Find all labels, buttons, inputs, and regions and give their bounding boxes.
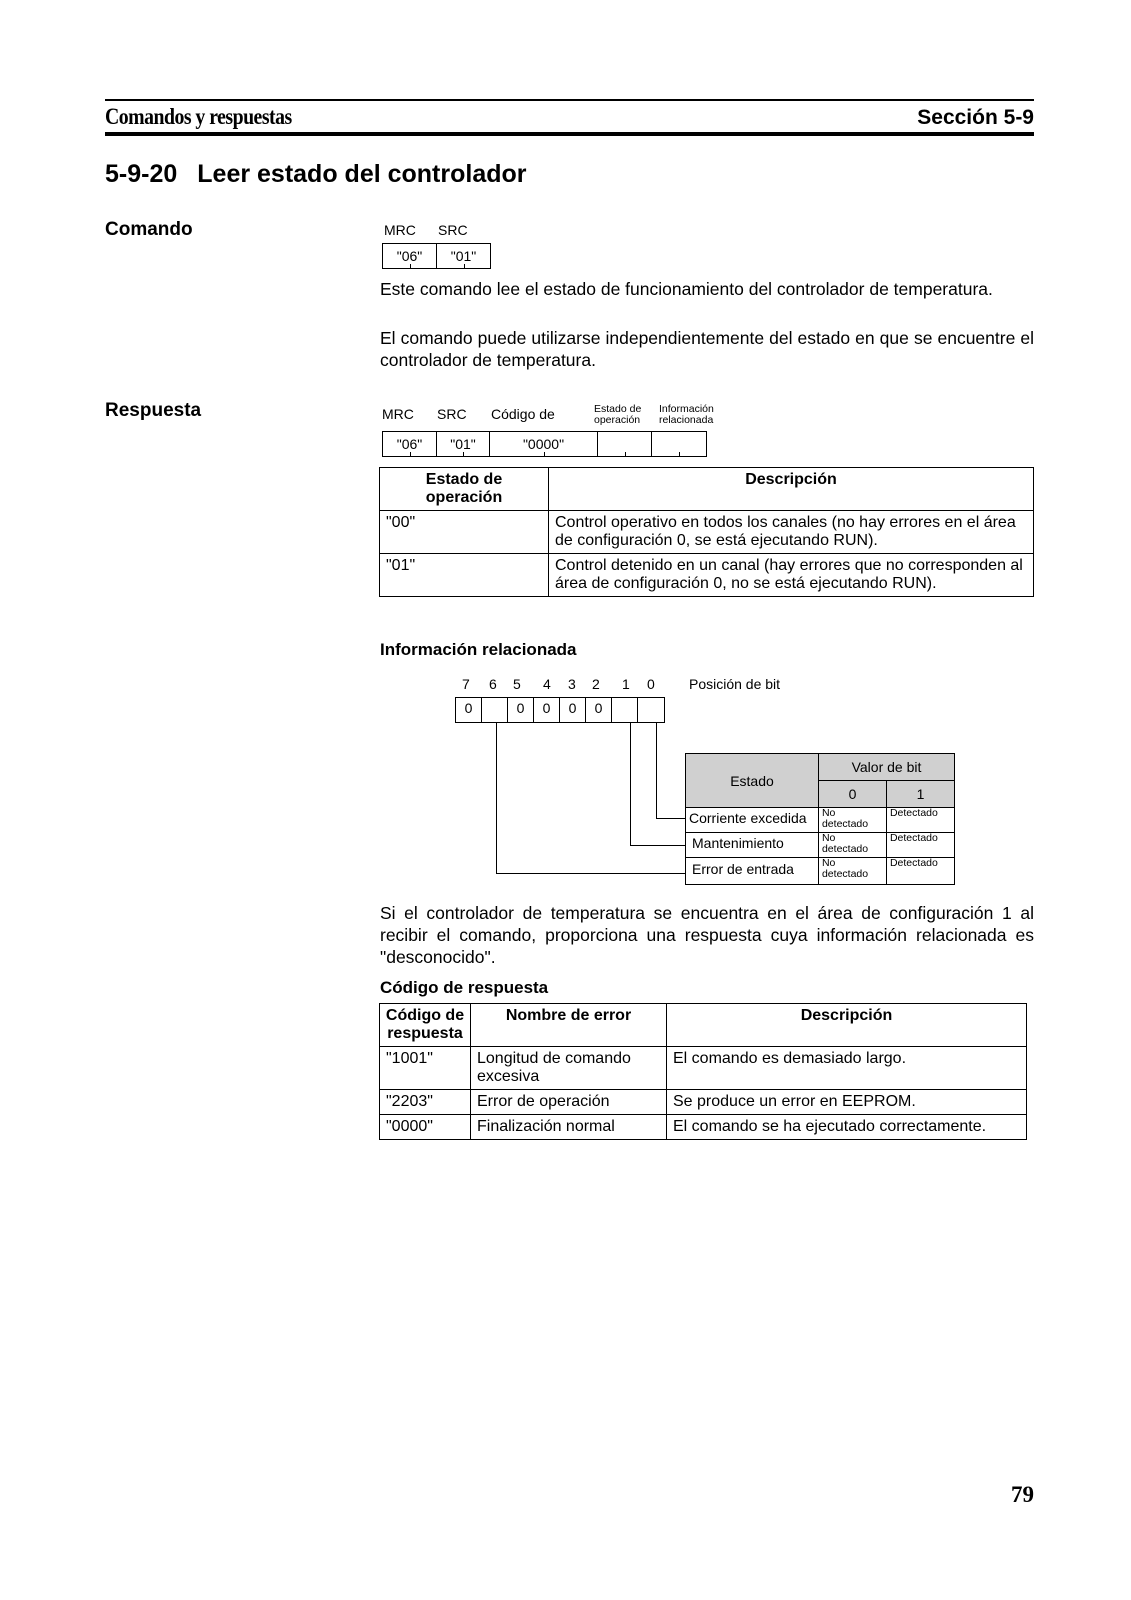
bit-cell: 0 xyxy=(456,698,482,722)
connector-line xyxy=(656,818,686,819)
resp-frame-related xyxy=(652,432,706,456)
code-description: Se produce un error en EEPROM. xyxy=(667,1090,1027,1115)
resp-label-src: SRC xyxy=(437,406,467,422)
bit-number: 1 xyxy=(622,676,630,692)
bit-value-1: Detectado xyxy=(886,833,954,858)
table-row xyxy=(380,554,1034,597)
related-info-heading: Información relacionada xyxy=(380,640,577,659)
status-table-header-state: Estado de operación xyxy=(380,468,549,511)
header-rule-bottom xyxy=(105,132,1034,136)
bit-number: 0 xyxy=(647,676,655,692)
code-description: El comando se ha ejecutado correctamente. xyxy=(667,1115,1027,1140)
connector-line xyxy=(496,873,686,874)
bit-cell: 0 xyxy=(586,698,612,722)
response-codes-table xyxy=(379,1003,1027,1140)
cmd-label-mrc: MRC xyxy=(384,222,416,238)
bit-state-name: Mantenimiento xyxy=(686,833,819,858)
bit-value-0: No detectado xyxy=(818,833,886,858)
bit-cell xyxy=(638,698,664,722)
cmd-frame-src: "01" xyxy=(437,244,490,268)
header-rule-top xyxy=(105,99,1034,101)
resp-label-status: Estado de operación xyxy=(594,403,642,426)
resp-label-code: Código de xyxy=(491,406,555,422)
command-paragraph-2: El comando puede utilizarse independientemente del estado en que se encuentre el controlador de temperatura. xyxy=(380,328,1034,370)
bit-position-label: Posición de bit xyxy=(689,676,781,692)
bit-cell xyxy=(612,698,638,722)
page-title xyxy=(105,160,527,189)
resp-label-mrc: MRC xyxy=(382,406,414,422)
bit-value-0: No detectado xyxy=(818,858,886,885)
status-code: "00" xyxy=(380,511,549,554)
cmd-frame-mrc: "06" xyxy=(383,244,437,268)
code-description: El comando es demasiado largo. xyxy=(667,1047,1027,1090)
bit-value-0: No detectado xyxy=(818,808,886,833)
resp-frame-src: "01" xyxy=(437,432,490,456)
bit-table-header-state: Estado xyxy=(686,754,819,808)
bit-state-name: Error de entrada xyxy=(686,858,819,885)
title-text: Leer estado del controlador xyxy=(197,160,527,188)
codes-header-name: Nombre de error xyxy=(471,1004,667,1047)
table-row xyxy=(380,511,1034,554)
bit-cell xyxy=(482,698,508,722)
response-heading: Respuesta xyxy=(105,400,202,421)
code-error-name: Longitud de comando excesiva xyxy=(471,1047,667,1090)
table-row xyxy=(686,833,955,858)
header-section-title: Comandos y respuestas xyxy=(105,104,292,129)
code-value: "0000" xyxy=(380,1115,471,1140)
table-row xyxy=(686,808,955,833)
bit-number: 4 xyxy=(543,676,551,692)
bit-table-header-value: Valor de bit xyxy=(818,754,954,781)
connector-line xyxy=(656,723,657,818)
codes-header-desc: Descripción xyxy=(667,1004,1027,1047)
command-heading: Comando xyxy=(105,219,193,240)
command-frame xyxy=(382,243,491,269)
table-row xyxy=(380,1047,1027,1090)
status-description: Control detenido en un canal (hay errores que no corresponden al área de configuración 0, no se está ejecutando RUN). xyxy=(549,554,1034,597)
bit-cell: 0 xyxy=(534,698,560,722)
code-error-name: Finalización normal xyxy=(471,1115,667,1140)
bit-value-1: Detectado xyxy=(886,858,954,885)
response-codes-heading: Código de respuesta xyxy=(380,978,549,997)
table-row xyxy=(686,858,955,885)
resp-frame-mrc: "06" xyxy=(383,432,437,456)
bit-cell: 0 xyxy=(508,698,534,722)
header-section-number: Sección 5-9 xyxy=(917,106,1034,129)
bit-cell: 0 xyxy=(560,698,586,722)
command-paragraph-1: Este comando lee el estado de funcionamiento del controlador de temperatura. xyxy=(380,279,993,299)
page-number: 79 xyxy=(1011,1482,1034,1507)
title-number: 5-9-20 xyxy=(105,160,178,188)
bit-state-name: Corriente excedida xyxy=(686,808,819,833)
bit-position-numbers xyxy=(456,676,676,694)
resp-frame-status xyxy=(598,432,652,456)
status-description: Control operativo en todos los canales (no hay errores en el área de configuración 0, se está ejecutando RUN). xyxy=(549,511,1034,554)
resp-label-related: Información relacionada xyxy=(659,403,714,426)
connector-line xyxy=(496,723,497,873)
resp-frame-code: "0000" xyxy=(490,432,598,456)
bit-value-table xyxy=(685,753,955,885)
cmd-label-src: SRC xyxy=(438,222,468,238)
connector-line xyxy=(630,723,631,845)
table-row xyxy=(380,1115,1027,1140)
bit-number: 5 xyxy=(513,676,521,692)
status-table-header-desc: Descripción xyxy=(549,468,1034,511)
status-table xyxy=(379,467,1034,597)
table-row xyxy=(380,1090,1027,1115)
bit-table-col-0: 0 xyxy=(818,781,886,808)
unknown-note-paragraph: Si el controlador de temperatura se encuentra en el área de configuración 1 al recibir el comando, proporciona una respuesta cuya información relacionada es "desconocido". xyxy=(380,903,1034,967)
bit-table-col-1: 1 xyxy=(886,781,954,808)
response-frame xyxy=(382,431,707,457)
codes-header-code: Código de respuesta xyxy=(380,1004,471,1047)
bit-register xyxy=(455,697,665,723)
status-code: "01" xyxy=(380,554,549,597)
connector-line xyxy=(630,845,686,846)
bit-number: 7 xyxy=(462,676,470,692)
bit-number: 2 xyxy=(592,676,600,692)
code-value: "1001" xyxy=(380,1047,471,1090)
bit-value-1: Detectado xyxy=(886,808,954,833)
code-value: "2203" xyxy=(380,1090,471,1115)
bit-number: 3 xyxy=(568,676,576,692)
bit-number: 6 xyxy=(489,676,497,692)
code-error-name: Error de operación xyxy=(471,1090,667,1115)
